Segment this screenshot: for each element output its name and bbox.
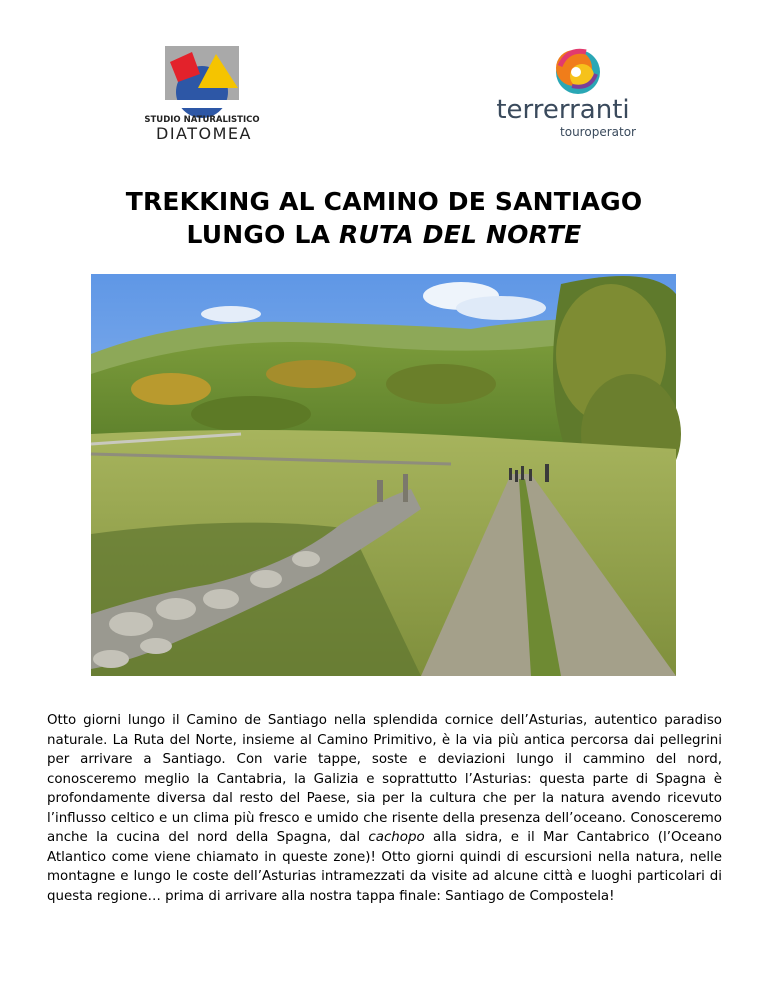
terrerranti-tagline: touroperator <box>560 125 636 139</box>
terrerranti-logo-mark <box>488 44 638 140</box>
intro-paragraph <box>47 711 722 906</box>
intro-text-emphasis: cachopo <box>368 830 425 845</box>
diatomea-name: DIATOMEA <box>156 124 252 143</box>
terrerranti-logo <box>488 44 638 140</box>
terrerranti-wordmark: terrerranti <box>496 95 630 125</box>
intro-text-part-1: Otto giorni lungo il Camino de Santiago nella splendida cornice dell’Asturias, autentico paradiso naturale. La Ruta del Norte, insieme al Camino Primitivo, è la via più antica percorsa dai pellegrini per arrivare a Santiago. Con varie tappe, soste e deviazioni lungo il cammino del nord, conosceremo meglio la Cantabria, la Galizia e soprattutto l’Asturias: questa parte di Spagna è profondamente diversa dal resto del Paese, sia per la cultura che per la natura avendo ricevuto l’influsso celtico e un clima più fresco e umido che risente della presenza dell’oceano. Conosceremo anche la cucina del nord della Spagna, dal <box>47 713 722 845</box>
diatomea-subtitle: STUDIO NATURALISTICO <box>144 115 260 125</box>
title-line-2-prefix: LUNGO LA <box>186 220 340 249</box>
title-line-2-emphasis: RUTA DEL NORTE <box>339 220 582 249</box>
intro-text-part-2: alla sidra, e il Mar Cantabrico (l’Oceano Atlantico come viene chiamato in queste zone)! Otto giorni quindi di escursioni nella natura, nelle montagne e lungo le coste dell’Asturias intramezzati da visite ad alcune città e luoghi particolari di questa regione… prima di arrivare alla nostra tappa finale: Santiago de Compostela! <box>47 830 722 904</box>
diatomea-logo <box>144 44 264 144</box>
landscape-photo <box>91 274 676 676</box>
title-line-1: TREKKING AL CAMINO DE SANTIAGO <box>125 187 643 216</box>
document-title <box>0 185 768 251</box>
diatomea-logo-mark <box>144 44 264 144</box>
trail-landscape-illustration <box>91 274 676 676</box>
title-line-2 <box>0 218 768 251</box>
